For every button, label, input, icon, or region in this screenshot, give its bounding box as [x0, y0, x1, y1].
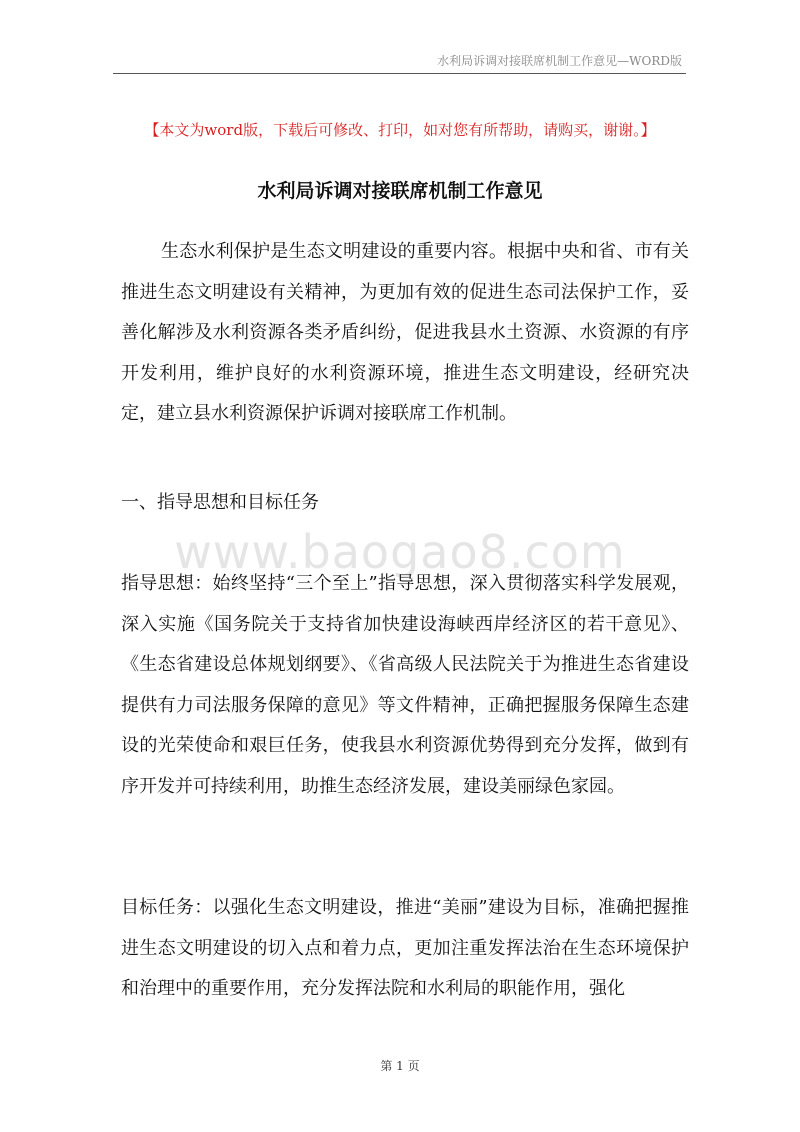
running-header: 水利局诉调对接联席机制工作意见—WORD版 [437, 54, 682, 68]
header-divider [113, 73, 686, 74]
intro-paragraph: 生态水利保护是生态文明建设的重要内容。根据中央和省、市有关推进生态文明建设有关精神，为更加有效的促进生态司法保护工作，妥善化解涉及水利资源各类矛盾纠纷，促进我县水土资源、水资源的有序开发利用，维护良好的水利资源环境，推进生态文明建设，经研究决定，建立县水利资源保护诉调对接联席工作机制。 [121, 241, 689, 424]
purchase-notice: 【本文为word版，下载后可修改、打印，如对您有所帮助，请购买，谢谢。】 [144, 121, 656, 139]
section-heading: 一、指导思想和目标任务 [121, 492, 319, 513]
document-title: 水利局诉调对接联席机制工作意见 [257, 180, 543, 202]
guiding-thought-paragraph: 指导思想：始终坚持“三个至上”指导思想，深入贯彻落实科学发展观，深入实施《国务院关于支持省加快建设海峡西岸经济区的若干意见》、《生态省建设总体规划纲要》、《省高级人民法院关于为推进生态省建设提供有力司法服务保障的意见》等文件精神，正确把握服务保障生态建设的光荣使命和艰巨任务，使我县水利资源优势得到充分发挥，做到有序开发并可持续利用，助推生态经济发展，建设美丽绿色家园。 [121, 573, 689, 797]
watermark: www.baogao8.com [174, 525, 626, 579]
target-task-paragraph: 目标任务：以强化生态文明建设，推进“美丽”建设为目标，准确把握推进生态文明建设的切入点和着力点，更加注重发挥法治在生态环境保护和治理中的重要作用，充分发挥法院和水利局的职能作用，强化 [121, 897, 689, 999]
page-number: 第 1 页 [380, 1059, 420, 1073]
